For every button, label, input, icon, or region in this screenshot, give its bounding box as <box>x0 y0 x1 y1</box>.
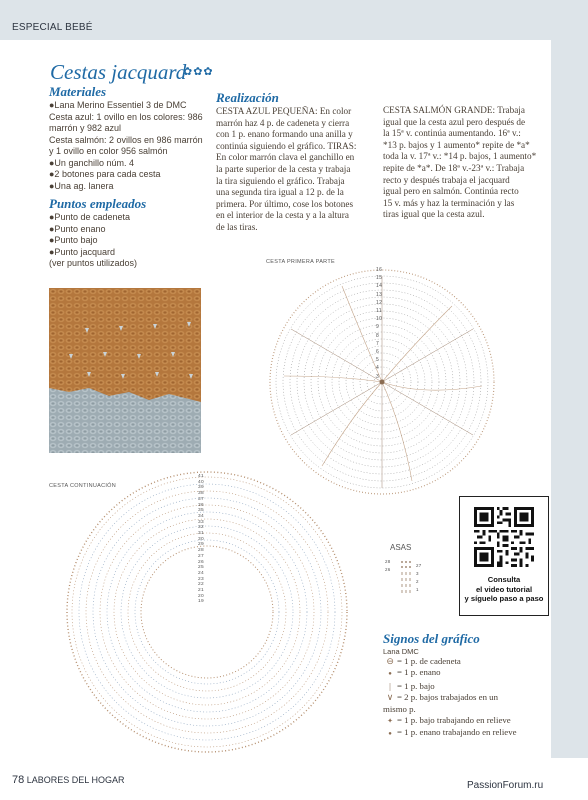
materials-line: ●Una ag. lanera <box>49 180 114 191</box>
row-number: 12 <box>376 299 383 306</box>
page-number: 78 <box>12 774 25 786</box>
qr-caption-line: el video tutorial <box>475 584 533 594</box>
single-crochet-icon: | <box>389 680 391 691</box>
stitches-line: ●Punto enano <box>49 223 106 234</box>
stitches-line: ●Punto jacquard <box>49 246 115 257</box>
handles-chart <box>382 556 432 604</box>
instructions-line: en el interior de la cesta y a la altura <box>216 210 349 221</box>
row-number: 14 <box>376 283 383 290</box>
legend-label: = 1 p. de cadeneta <box>397 656 461 666</box>
row-number: 6 <box>376 349 380 356</box>
handles-rows-right <box>416 562 422 594</box>
instructions-line: *13 p. bajos y 1 aumento* repite de *a* <box>383 139 530 150</box>
row-number: 5 <box>376 357 380 364</box>
stitches-list <box>49 212 214 270</box>
legend-item <box>383 692 548 703</box>
instructions-line: la tira siguiendo el gráfico. Trabaja <box>216 175 345 186</box>
row-number: 4 <box>376 365 380 372</box>
legend-label: = 2 p. bajos trabajados en un <box>397 692 498 703</box>
row-number: 26 <box>385 567 391 572</box>
row-number: 27 <box>198 553 204 559</box>
legend-list <box>383 656 548 741</box>
instructions-line: continúa siguiendo el gráfico. TIRAS: <box>216 140 357 151</box>
qr-caption <box>460 575 548 604</box>
instructions-line: primera. Por último, cose los botones <box>216 198 354 209</box>
qr-caption-line: y síguelo paso a paso <box>464 594 544 603</box>
instructions-col2 <box>383 105 548 221</box>
row-number: 22 <box>198 582 204 588</box>
instructions-line: CESTA SALMÓN GRANDE: Trabaja <box>383 105 525 115</box>
chain-stitch-icon: ⊖ <box>386 656 394 666</box>
materials-line: Cesta salmón: 2 ovillos en 986 marrón <box>49 134 203 145</box>
instructions-line: marrón haz 4 p. de cadeneta y cierra <box>216 117 350 128</box>
crochet-chart-continuation <box>57 466 357 756</box>
row-number: 26 <box>198 559 204 565</box>
instructions-col1 <box>216 90 376 234</box>
row-numbers-continuation <box>198 474 204 605</box>
relief-single-crochet-icon: ✦ <box>387 717 393 726</box>
section-label: ESPECIAL BEBÉ <box>12 22 93 33</box>
watermark: PassionForum.ru <box>467 780 544 791</box>
materials-section <box>49 84 214 270</box>
legend-brand: Lana DMC <box>383 647 419 656</box>
instructions-line: CESTA AZUL PEQUEÑA: En color <box>216 106 352 116</box>
row-number: 2 <box>416 579 419 584</box>
page-footer <box>12 774 124 786</box>
materials-list <box>49 100 214 192</box>
row-number: 34 <box>198 513 204 519</box>
magazine-name: LABORES DEL HOGAR <box>26 775 125 785</box>
row-number: 38 <box>198 491 204 497</box>
stitches-line: ●Punto de cadeneta <box>49 212 130 222</box>
row-number: 41 <box>198 474 204 479</box>
fabric-photo <box>49 288 201 453</box>
row-number: 27 <box>416 563 422 568</box>
handles-rows-left <box>385 558 391 574</box>
row-number: 19 <box>198 599 204 605</box>
chart-title-first-part: CESTA PRIMERA PARTE <box>266 259 335 265</box>
row-number: 7 <box>376 340 380 347</box>
qr-code-box[interactable] <box>459 496 549 616</box>
row-number: 25 <box>198 565 204 571</box>
row-number: 28 <box>198 548 204 554</box>
legend-item <box>383 704 548 715</box>
stitches-heading: Puntos empleados <box>49 196 147 211</box>
difficulty-stars: ✿✿✿ <box>183 66 214 78</box>
legend-label: = 1 p. enano <box>397 667 441 678</box>
row-number: 23 <box>198 576 204 582</box>
article-title: Cestas jacquard <box>50 60 187 84</box>
row-numbers-first <box>376 266 382 381</box>
legend-item <box>383 667 548 680</box>
slip-stitch-icon: ● <box>388 671 392 678</box>
legend-heading: Signos del gráfico <box>383 631 480 646</box>
materials-line: ●2 botones para cada cesta <box>49 169 161 179</box>
handles-label: ASAS <box>390 543 412 552</box>
row-number: 29 <box>198 542 204 548</box>
row-number: 11 <box>376 308 382 315</box>
instructions-line: la 15ª v. continúa aumentando. 16ª v.: <box>383 128 521 139</box>
materials-line: ●Lana Merino Essentiel 3 de DMC <box>49 100 187 110</box>
instructions-line: 15 v. más y haz la terminación y las <box>383 197 515 208</box>
legend-label: = 1 p. bajo trabajando en relieve <box>397 715 511 726</box>
instructions-line: toda la v. 17ª v.: *14 p. bajos, 1 aumento* <box>383 151 537 162</box>
row-number: 16 <box>376 267 383 273</box>
row-number: 20 <box>198 593 204 599</box>
legend-item <box>383 715 548 727</box>
row-number: 24 <box>198 570 204 576</box>
legend-label: = 1 p. enano trabajando en relieve <box>397 727 517 738</box>
row-number: 8 <box>376 332 380 339</box>
increase-icon: ∨ <box>386 692 394 703</box>
row-number: 1 <box>416 587 419 592</box>
legend-item <box>383 727 548 740</box>
instructions-line: recto y después trabaja el jacquard <box>383 174 510 185</box>
instructions-line: repite de *a*. De 18ª v.-23ª v.: Trabaja <box>383 162 525 173</box>
materials-line: ●Un ganchillo núm. 4 <box>49 157 134 168</box>
row-number: 39 <box>198 485 204 491</box>
instructions-heading: Realización <box>216 90 279 105</box>
row-number: 32 <box>198 525 204 531</box>
row-number: 21 <box>198 588 204 594</box>
row-number: 10 <box>376 316 383 323</box>
materials-heading: Materiales <box>49 84 107 99</box>
instructions-line: de las tiras. <box>216 221 258 232</box>
materials-line: marrón y 982 azul <box>49 123 122 133</box>
right-margin-band <box>551 40 588 758</box>
stitches-line: ●Punto bajo <box>49 235 98 245</box>
stitches-line: (ver puntos utilizados) <box>49 258 138 268</box>
row-number: 36 <box>198 502 204 508</box>
row-number: 3 <box>416 571 419 576</box>
row-number: 40 <box>198 479 204 485</box>
row-number: 3 <box>376 373 380 380</box>
legend-item <box>383 656 548 667</box>
row-number: 9 <box>376 324 380 331</box>
instructions-text <box>216 106 376 234</box>
row-number: 31 <box>198 531 204 537</box>
legend-item <box>383 681 548 692</box>
row-number: 15 <box>376 275 383 282</box>
materials-line: Cesta azul: 1 ovillo en los colores: 986 <box>49 111 203 122</box>
qr-caption-line: Consulta <box>487 575 521 584</box>
chart-title-continuation: CESTA CONTINUACIÓN <box>49 483 117 489</box>
row-number: 13 <box>376 291 383 298</box>
top-band <box>0 0 588 40</box>
row-number: 37 <box>198 496 204 502</box>
instructions-line: la parte superior de la cesta y trabaja <box>216 163 351 174</box>
instructions-line: En color marrón clava el ganchillo en <box>216 152 355 163</box>
row-number: 28 <box>385 559 391 564</box>
row-number: 35 <box>198 508 204 514</box>
legend-label: mismo p. <box>383 703 416 714</box>
legend-label: = 1 p. bajo <box>397 680 435 691</box>
instructions-line: igual que la cesta azul pero después de <box>383 116 526 127</box>
instructions-line: tiras igual que la cesta azul. <box>383 209 485 220</box>
instructions-line: con 1 p. enano formando una anilla y <box>216 129 353 140</box>
legend-section <box>383 631 548 741</box>
row-number: 33 <box>198 519 204 525</box>
instructions-line: una segunda tira igual a 12 p. de la <box>216 187 344 198</box>
instructions-line: igual pero en salmón. Continúa recto <box>383 186 519 197</box>
relief-slip-stitch-icon: ● <box>388 731 392 738</box>
qr-code-icon[interactable] <box>474 507 534 567</box>
row-number: 30 <box>198 536 204 542</box>
materials-line: y 1 ovillo en color 956 salmón <box>49 146 168 156</box>
